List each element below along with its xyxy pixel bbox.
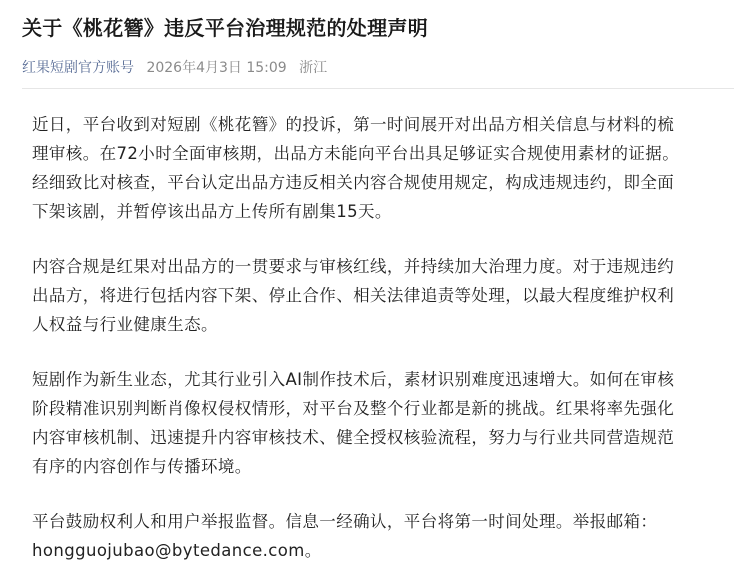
paragraph-line: 人权益与行业健康生态。: [32, 315, 218, 334]
paragraph-line: 出品方，将进行包括内容下架、停止合作、相关法律追责等处理，以最大程度维护权利: [32, 286, 675, 305]
paragraph-2: [22, 252, 734, 339]
paragraph-line: 有序的内容创作与传播环境。: [32, 457, 252, 476]
header-divider: [22, 88, 734, 89]
publish-date: 2026年4月3日 15:09: [146, 60, 287, 76]
ip-location: 浙江: [299, 60, 328, 76]
paragraph-line: 平台鼓励权利人和用户举报监督。信息一经确认，平台将第一时间处理。举报邮箱：: [32, 512, 658, 531]
article: [22, 12, 734, 565]
paragraph-4: [22, 507, 734, 565]
paragraph-line: 近日，平台收到对短剧《桃花簪》的投诉，第一时间展开对出品方相关信息与材料的梳: [32, 115, 675, 134]
paragraph-line: 经细致比对核查，平台认定出品方违反相关内容合规使用规定，构成违规违约，即全面: [32, 173, 675, 192]
paragraph-line: 短剧作为新生业态，尤其行业引入AI制作技术后，素材识别难度迅速增大。如何在审核: [32, 370, 675, 389]
paragraph-line: 下架该剧，并暂停该出品方上传所有剧集15天。: [32, 202, 392, 221]
paragraph-line: 阶段精准识别判断肖像权侵权情形，对平台及整个行业都是新的挑战。红果将率先强化: [32, 399, 675, 418]
paragraph-3: [22, 365, 734, 481]
report-email: hongguojubao@bytedance.com。: [32, 541, 322, 560]
paragraph-line: 理审核。在72小时全面审核期，出品方未能向平台出具足够证实合规使用素材的证据。: [32, 144, 680, 163]
author-link[interactable]: 红果短剧官方账号: [22, 60, 134, 76]
paragraph-line: 内容审核机制、迅速提升内容审核技术、健全授权核验流程，努力与行业共同营造规范: [32, 428, 675, 447]
paragraph-line: 内容合规是红果对出品方的一贯要求与审核红线，并持续加大治理力度。对于违规违约: [32, 257, 675, 276]
article-title: 关于《桃花簪》违反平台治理规范的处理声明: [22, 16, 428, 40]
paragraph-1: [22, 110, 734, 226]
article-meta: [22, 58, 734, 78]
